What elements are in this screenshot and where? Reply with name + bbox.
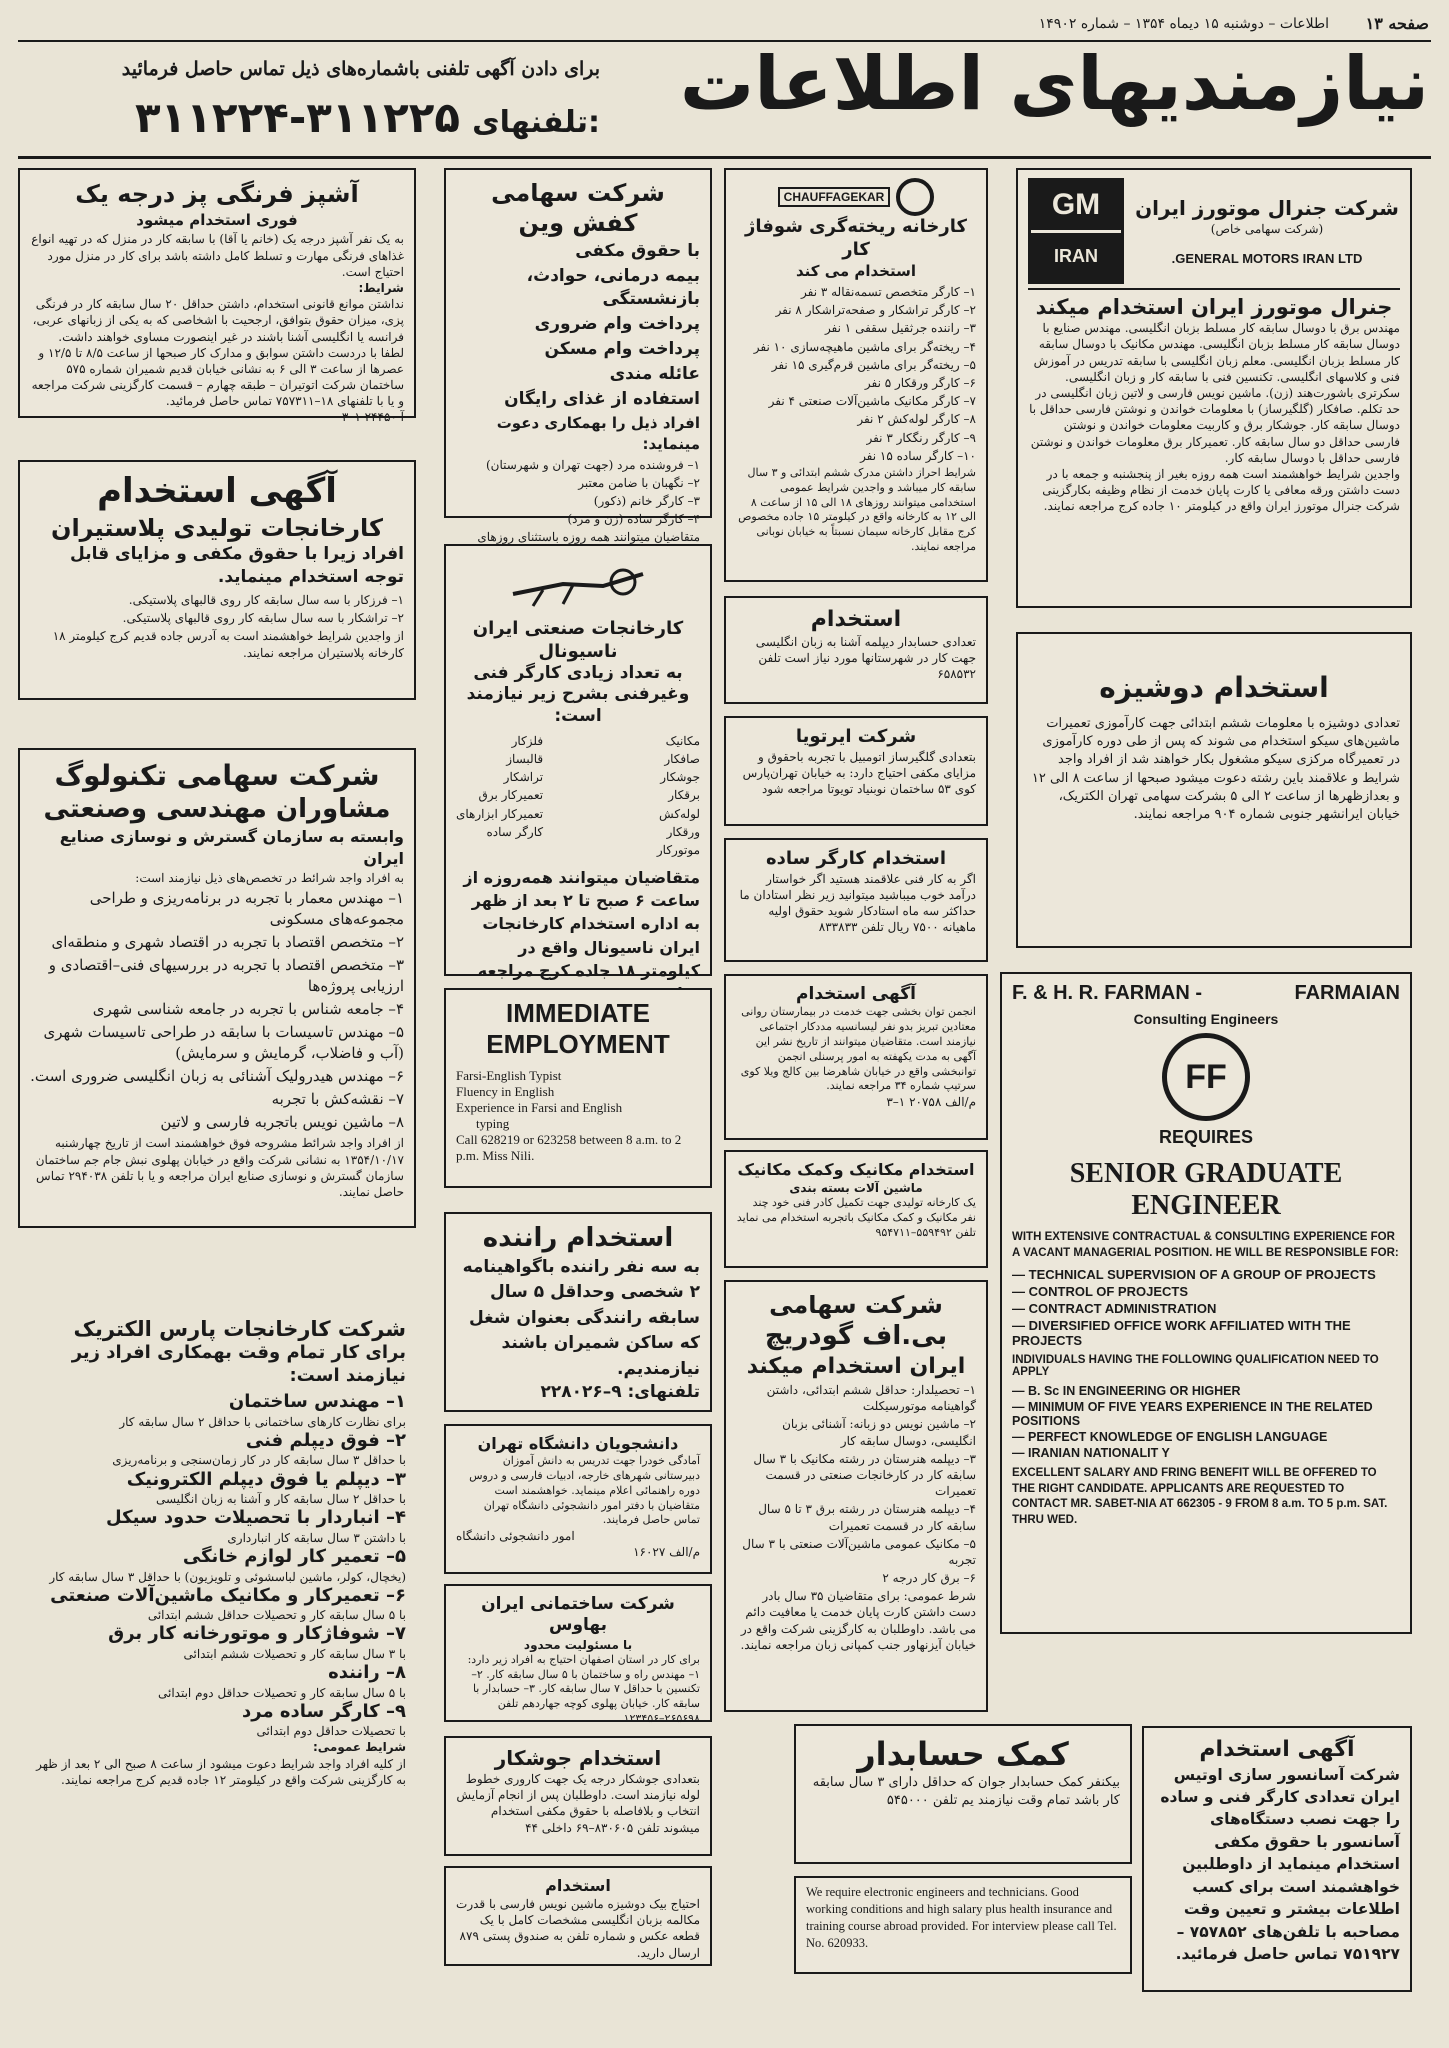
- ad-chauffagekar: [724, 168, 988, 582]
- kafshvin-lead: افراد ذیل را بهمکاری دعوت مینماید:: [496, 413, 700, 453]
- hospital-title: آگهی استخدام: [796, 984, 916, 1004]
- bahavas-body: برای کار در استان اصفهان احتیاج به افراد زیر دارد: ۱– مهندس راه و ساختمان با ۵ سال سابقه کار. ۲– تکنسین با حداقل ۷ سال سابقه کار. ۳– حسابدار با سابقه کار. خیابان پهلوی کوچه جهاردهم تلفن ۲۶۵۶۹۸–۱۲۳۴۵۶: [467, 1652, 700, 1726]
- welder-body: بتعدادی جوشکار درجه یک جهت کاروری خطوط لوله نیازمند است. داوطلبان پس از انجام آزمایش انتخاب و بلافاصله با حقوق مکفی استخدام میشوند تلفن ۸۳۰۶۰۵–۶۹ داخلی ۴۴: [456, 1772, 700, 1835]
- technolog-subtitle: مشاوران مهندسی وصنعتی: [43, 794, 391, 824]
- plastic-item: ۲– تراشکار با سه سال سابقه کار روی قالبهای پلاستیکی.: [122, 611, 404, 626]
- technolog-contact: از افراد واجد شرائط مشروحه فوق خواهشمند است از تاریخ چهارشنبه ۱۳۵۴/۱۰/۱۷ به نشانی شرکت واقع در خیابان پهلوی نبش جام جم ساختمان سازمان گسترش و نوسازی صنایع ایران مراجعه و یا با تلفن ۲۹۴۰۳۸ تماس حاصل نمایند.: [35, 1136, 404, 1200]
- chauffagekar-item: ۱۰– کارگر ساده ۱۵ نفر: [860, 448, 976, 463]
- page-number: صفحه ۱۳: [1365, 14, 1429, 33]
- chef-body: به یک نفر آشپز درجه یک (خانم یا آقا) با سابقه کار در منزل که در تهیه انواع غذاهای فرنگی مهارت و تسلط کامل داشته باشد برای کار در منزل مورد احتیاج است.: [31, 232, 404, 279]
- farman-position-1: SENIOR GRADUATE: [1069, 1158, 1343, 1189]
- university-ref: م/الف ۱۶۰۲۷: [633, 1545, 700, 1560]
- immediate-contact: Call 628219 or 623258 between 8 a.m. to 2 p.m. Miss Nili.: [456, 1132, 682, 1163]
- plow-icon: [456, 554, 700, 618]
- ad-chef: [18, 168, 416, 425]
- accountant-emp-title: استخدام: [810, 607, 902, 632]
- plastic-lead: افراد زیرا با حقوق مکفی و مزایای قابل توجه استخدام مینماید.: [70, 543, 404, 588]
- chauffagekar-logo: [736, 178, 976, 216]
- farman-name-2: FARMAIAN: [1294, 982, 1400, 1004]
- goodrich-item: ۱– تحصیلدار: حداقل ششم ابتدائی، داشتن گواهینامه موتورسیکلت: [766, 1383, 976, 1414]
- toyota-body: بتعدادی گلگیرساز اتومبیل با تجربه باحقوق و مزایای مکفی احتیاج دارد: به خیابان تهران‌پارس کوی ۵۳ ساختمان نوبنیاد تویوتا مراجعه شود: [742, 749, 976, 796]
- chauffagekar-title: کارخانه ریخته‌گری شوفاژ کار: [745, 216, 967, 260]
- gm-rule: [1028, 288, 1400, 290]
- goodrich-item: ۵– مکانیک عمومی ماشین‌آلات صنعتی با ۳ سال تجربه: [742, 1536, 976, 1567]
- plastic-title: آگهی استخدام: [97, 471, 337, 511]
- technolog-items: [30, 888, 404, 1133]
- pars-item-title: ۴– انباردار با تحصیلات حدود سیکل: [106, 1507, 406, 1529]
- pars-item-desc: با ۵ سال سابقه کار و تحصیلات حداقل دوم ابتدائی: [157, 1685, 406, 1700]
- ad-plastic: [18, 460, 416, 700]
- gm-title-fa: شرکت جنرال موتورز ایران: [1135, 195, 1399, 220]
- kafshvin-perk: استفاده از غذای رایگان: [504, 388, 700, 409]
- trade-item: جوشکار: [660, 770, 700, 785]
- chauffagekar-item: ۷– کارگر مکانیک ماشین‌آلات صنعتی ۴ نفر: [768, 394, 976, 409]
- chauffagekar-item: ۸– کارگر لوله‌کش ۲ نفر: [857, 412, 976, 427]
- chauffagekar-subtitle: استخدام می کند: [795, 262, 917, 280]
- kafshvin-perks: [456, 240, 700, 411]
- gm-title-en: GENERAL MOTORS IRAN LTD.: [1171, 251, 1363, 267]
- technolog-item: ۸– ماشین نویس باتجربه فارسی و لاتین: [160, 1113, 404, 1132]
- chef-contact: لطفا با دردست داشتن سوابق و مدارک کار صبحها از ساعت ۸/۵ تا ۱۲/۵ و عصرها از ساعت ۳ الی ۶ به نشانی خیابان قدیم شمیران شماره ۵۷۵ ساختمان شرکت اتوتیران – طبقه چهارم – قسمت کارگزینی شرکت مراجعه و یا با تلفنهای ۱۸–۷۵۷۳۱۱ تماس حاصل فرمائید.: [31, 345, 404, 409]
- ad-hospital: [724, 974, 988, 1140]
- gm-logo-bottom: IRAN: [1054, 246, 1098, 267]
- farman-logo: [1012, 1033, 1400, 1121]
- ad-electronic: [794, 1876, 1132, 1974]
- gm-headline: جنرال موتورز ایران استخدام میکند: [1035, 295, 1393, 319]
- electronic-body: We require electronic engineers and technicians. Good working conditions and high salary plus health insurance and training course abroad provided. For interview please call Tel. No. 620933.: [806, 1885, 1117, 1950]
- driver-body: به سه نفر راننده باگواهینامه ۲ شخصی وحداقل ۵ سال سابقه رانندگی بعنوان شغل که ساکن شمیران باشند نیازمندیم.: [462, 1256, 700, 1379]
- goodrich-items: [736, 1382, 976, 1586]
- technolog-item: ۲– متخصص اقتصاد با تجربه در اقتصاد شهری و منطقه‌ای: [51, 933, 404, 952]
- iran-national-title: کارخانجات صنعتی ایران ناسیونال: [472, 618, 684, 662]
- ad-accountant-assist: [794, 1724, 1132, 1864]
- packaging-body: یک کارخانه تولیدی جهت تکمیل کادر فنی خود چند نفر مکانیک و کمک مکانیک باتجربه استخدام می نماید تلفن ۵۵۹۴۹۲–۹۵۴۷۱۱: [736, 1196, 976, 1239]
- pars-item-title: ۹– کارگر ساده مرد: [242, 1700, 406, 1722]
- plastic-items: [30, 592, 404, 626]
- pars-title: شرکت کارخانجات پارس الکتریک: [73, 1317, 406, 1341]
- pars-item-title: ۱– مهندس ساختمان: [228, 1391, 406, 1413]
- gm-title-fa-sub: (شرکت سهامی خاص): [1210, 221, 1324, 236]
- technolog-item: ۴– جامعه شناس با تجربه در جامعه شناسی شهری: [92, 1000, 404, 1019]
- farman-requires: REQUIRES: [1158, 1127, 1254, 1147]
- ad-simple-worker: [724, 838, 988, 962]
- pars-item-title: ۷– شوفاژکار و موتورخانه کار برق: [108, 1623, 406, 1645]
- welder-title: استخدام جوشکار: [494, 1746, 662, 1770]
- pars-item: [28, 1430, 406, 1469]
- typist-body: احتیاج بیک دوشیزه ماشین نویس فارسی با قدرت مکالمه بزبان انگلیسی مشخصات کامل با یک قطعه عکس و شماره تلفن به صندوق پستی ۸۷۹ ارسال دارید.: [456, 1897, 700, 1960]
- chef-cond-title: شرایط:: [358, 280, 404, 295]
- chef-title: آشپز فرنگی پز درجه یک: [75, 180, 359, 208]
- iran-national-trades: [456, 731, 700, 862]
- phones-number: ۳۱۱۲۲۴-۳۱۱۲۲۵: [135, 93, 461, 142]
- pars-item-desc: (یخچال، کولر، ماشین لباسشوئی و تلویزیون) با حداقل ۳ سال سابقه کار: [49, 1569, 406, 1584]
- pars-item-title: ۶– تعمیرکار و مکانیک ماشین‌آلات صنعتی: [50, 1584, 406, 1606]
- farman-qual-text: PERFECT KNOWLEDGE OF ENGLISH LANGUAGE: [1027, 1430, 1328, 1445]
- ff-logo-icon: [1162, 1033, 1250, 1121]
- elevator-title: آگهی استخدام: [1199, 1737, 1355, 1762]
- university-sign: امور دانشجوئی دانشگاه: [456, 1529, 575, 1544]
- ff-logo-text: FF: [1185, 1057, 1227, 1096]
- farman-duty: — DIVERSIFIED OFFICE WORK AFFILIATED WITH THE PROJECTS: [1012, 1318, 1351, 1349]
- kafshvin-perk: با حقوق مکفی: [575, 241, 700, 261]
- trade-item: مکانیک: [665, 733, 700, 748]
- chauffagekar-logo-text: CHAUFFAGEKAR: [778, 187, 891, 207]
- technolog-item: ۷– نقشه‌کش با تجربه: [271, 1090, 404, 1109]
- pars-item: [28, 1469, 406, 1508]
- technolog-lead2: به افراد واجد شرائط در تخصص‌های ذیل نیازمند است:: [135, 871, 404, 886]
- pars-item: [28, 1585, 406, 1624]
- ad-welder: [444, 1736, 712, 1856]
- pars-item: [28, 1623, 406, 1662]
- goodrich-item: ۳– دیپلمه هنرستان در رشته مکانیک با ۳ سال سابقه کار در کارخانجات صنعتی در قسمت تعمیرات: [753, 1451, 976, 1499]
- pars-cond-title: شرایط عمومی:: [312, 1740, 406, 1755]
- immediate-line: Experience in Farsi and English: [456, 1100, 623, 1115]
- goodrich-item: ۲– ماشین نویس دو زبانه: آشنائی بزبان انگلیسی، دوسال سابقه کار: [782, 1417, 976, 1448]
- immediate-line: Farsi-English Typist: [456, 1068, 562, 1083]
- farman-qual: — B. Sc IN ENGINEERING OR HIGHER: [1012, 1384, 1241, 1399]
- farman-duty: — TECHNICAL SUPERVISION OF A GROUP OF PROJECTS: [1012, 1267, 1376, 1283]
- pars-item-title: ۳– دیپلم یا فوق دیپلم الکترونیک: [126, 1468, 406, 1490]
- ad-iran-national: [444, 544, 712, 980]
- pars-item: [28, 1546, 406, 1585]
- phones-label: تلفنهای:: [472, 105, 600, 140]
- hospital-body: انجمن توان بخشی جهت خدمت در بیمارستان روانی معتادین تبریز بدو نفر لیسانسیه مددکار اجتماعی نیازمند است. متقاضیان میتوانند از تاریخ نشر این آگهی به مدت یکهفته به امور پرسنلی انجمن توانبخشی واقع در خیابان شاهرضا بین کالج ویلا کوی سرتیپ شماره ۳۴ مراجعه نمایند.: [740, 1005, 976, 1093]
- iran-national-contact: متقاضیان میتوانند همه‌روزه از ساعت ۶ صبح تا ۲ بعد از ظهر به اداره استخدام کارخانجات ایران ناسیونال واقع در کیلومتر ۱۸ جاده کرج مراجعه: [463, 868, 700, 980]
- packaging-subtitle: ماشین آلات بسته بندی: [789, 1181, 923, 1195]
- immediate-line: typing: [476, 1116, 510, 1131]
- chauffagekar-item: ۹– کارگر رنگکار ۳ نفر: [866, 430, 976, 445]
- toyota-title: شرکت ایرتویا: [795, 726, 917, 747]
- c-logo-icon: [896, 178, 934, 216]
- farman-duty-text: TECHNICAL SUPERVISION OF A GROUP OF PROJECTS: [1028, 1267, 1376, 1283]
- ad-university: [444, 1424, 712, 1574]
- accountant-assist-body: بیکنفر کمک حسابدار جوان که حداقل دارای ۳ سال سابقه کار باشد تمام وقت نیازمند یم تلفن ۵۴۵۰۰۰: [812, 1775, 1120, 1808]
- ad-toyota: [724, 716, 988, 826]
- immediate-title-2: EMPLOYMENT: [486, 1029, 670, 1059]
- ad-driver: [444, 1212, 712, 1412]
- technolog-title: شرکت سهامی تکنولوگ: [54, 759, 380, 792]
- goodrich-title-3: ایران استخدام میکند: [746, 1353, 966, 1379]
- pars-item: [28, 1701, 406, 1740]
- immediate-title-1: IMMEDIATE: [506, 998, 650, 1028]
- driver-title: استخدام راننده: [482, 1223, 674, 1253]
- goodrich-title-1: شرکت سهامی: [769, 1291, 943, 1319]
- trade-item: لوله‌کش: [659, 806, 700, 821]
- farman-sub: Consulting Engineers: [1133, 1011, 1279, 1027]
- university-body: آمادگی خودرا جهت تدریس به دانش آموزان دبیرستانی شهرهای خارجه، ادبیات فارسی و دروس دوره راهنمائی اعلام مینماید. خواهشمند است متقاضیان با دفتر امور دانشجوئی دانشگاه تهران تماس حاصل فرمایند.: [469, 1454, 700, 1527]
- university-title: دانشجویان دانشگاه تهران: [477, 1434, 679, 1453]
- girl-title: استخدام دوشیزه: [1099, 671, 1329, 704]
- kafshvin-item: ۳– کارگر خانم (ذکور): [593, 493, 700, 508]
- gm-contact: واجدین شرایط خواهشمند است همه روزه بغیر از پنجشنبه و جمعه با در دست داشتن ورقه معافی یا کارت پایان خدمت از نظام وظیفه بکارگزینی شرکت جنرال موتورز ایران واقع در کیلومتر ۱۰ جاده کرج مراجعه نمایند.: [1042, 466, 1400, 514]
- pars-item-desc: با حداقل ۳ سال سابقه کار در کار زمان‌سنجی و برنامه‌ریزی: [112, 1453, 406, 1468]
- pars-item-desc: با داشتن ۳ سال سابقه کار انبارداری: [227, 1530, 406, 1545]
- issue-line: اطلاعات – دوشنبه ۱۵ دیماه ۱۳۵۴ – شماره ۱۴۹۰۲: [1038, 16, 1329, 32]
- trade-item: موتورکار: [656, 842, 700, 857]
- gm-logo-top: GM: [1031, 181, 1121, 233]
- phone-note: برای دادن آگهی تلفنی باشماره‌های ذیل تماس حاصل فرمائید: [121, 58, 600, 80]
- chauffagekar-item: ۲– کارگر تراشکار و صفحه‌تراشکار ۸ نفر: [775, 303, 976, 318]
- trade-item: تعمیرکار برق: [478, 788, 544, 803]
- farman-qual-text: IRANIAN NATIONALIT Y: [1027, 1446, 1170, 1461]
- kafshvin-perk: عائله مندی: [609, 363, 700, 384]
- trade-item: ورقکار: [666, 824, 700, 839]
- ad-kafshvin: [444, 168, 712, 545]
- masthead-rule: [18, 156, 1431, 159]
- kafshvin-item: ۱– فروشنده مرد (جهت تهران و شهرستان): [485, 457, 700, 472]
- trade-item: فلزکار: [511, 733, 544, 748]
- chauffagekar-items: [736, 284, 976, 464]
- pars-item-desc: با ۵ سال سابقه کار و تحصیلات حداقل ششم ابتدائی: [147, 1608, 406, 1623]
- ad-technolog: [18, 748, 416, 1228]
- accountant-assist-title: کمک حسابدار: [857, 1735, 1069, 1773]
- phone-block: [40, 92, 600, 145]
- chauffagekar-contact: شرایط احراز داشتن مدرک ششم ابتدائی و ۳ سال سابقه کار میباشد و واجدین شرایط عمومی استخدامی میتوانند روزهای ۱۸ الی ۱۵ از ساعت ۸ الی ۱۲ به کارخانه واقع در کیلومتر ۱۵ جاده مخصوص کرج مقابل کارخانه سیمان نسبتاً به خیابان نوبانی مراجعه نمایند.: [738, 465, 976, 554]
- pars-item: [28, 1507, 406, 1546]
- farman-position-2: ENGINEER: [1131, 1190, 1281, 1221]
- farman-duty-text: CONTROL OF PROJECTS: [1028, 1284, 1189, 1300]
- iran-national-col-left: [456, 733, 543, 860]
- trade-item: تراشکار: [503, 770, 544, 785]
- ad-farman: [1000, 972, 1412, 1634]
- chauffagekar-item: ۱– کارگر متخصص تسمه‌نقاله ۳ نفر: [801, 285, 976, 299]
- kafshvin-items: [456, 457, 700, 528]
- trade-item: قالبساز: [506, 751, 544, 766]
- goodrich-contact: شرط عمومی: برای متقاضیان ۳۵ سال بادر دست داشتن کارت پایان خدمت یا معافیت دائم می باشد. داوطلبان به کارگزینی شرکت واقع در خیابان آیزنهاور جنب کمپانی زبان مراجعه نمایند.: [740, 1589, 976, 1652]
- farman-intro: WITH EXTENSIVE CONTRACTUAL & CONSULTING EXPERIENCE FOR A VACANT MANAGERIAL POSITION. HE WILL BE RESPONSIBLE FOR:: [1012, 1231, 1399, 1259]
- chauffagekar-item: ۶– کارگر ورقکار ۵ نفر: [864, 375, 976, 390]
- goodrich-title-2: بی.اف گودریچ: [764, 1321, 948, 1351]
- kafshvin-perk: پرداخت وام مسکن: [544, 338, 700, 359]
- technolog-item: ۵– مهندس تاسیسات با سابقه در طراحی تاسیسات شهری (آب و فاضلاب، گرمایش و سرمایش): [43, 1023, 404, 1063]
- plastic-item: ۱– فرزکار با سه سال سابقه کار روی قالبهای پلاستیکی.: [128, 593, 404, 608]
- farman-qual-intro: INDIVIDUALS HAVING THE FOLLOWING QUALIFICATION NEED TO APPLY: [1012, 1354, 1379, 1379]
- farman-duty-text: DIVERSIFIED OFFICE WORK AFFILIATED WITH THE PROJECTS: [1012, 1318, 1351, 1349]
- farman-qual: — MINIMUM OF FIVE YEARS EXPERIENCE IN THE RELATED POSITIONS: [1012, 1400, 1373, 1429]
- ad-packaging: [724, 1150, 988, 1268]
- iran-national-col-right: [657, 733, 700, 860]
- technolog-item: ۳– متخصص اقتصاد با تجربه در بررسیهای فنی–اقتصادی و ارزیابی پروژه‌ها: [48, 956, 404, 996]
- chef-subtitle: فوری استخدام میشود: [136, 211, 298, 230]
- ad-immediate: [444, 988, 712, 1188]
- gm-logo: [1028, 178, 1124, 284]
- simple-worker-body: اگر به کار فنی علاقمند هستید اگر خواستار درآمد خوب میباشید میتوانید زیر نظر استادان ما حداکثر سه ماه استادکار شوید حقوق اولیه ماهیانه ۷۵۰۰ ریال تلفن ۸۳۳۸۳۳: [739, 871, 976, 935]
- girl-body: تعدادی دوشیزه با معلومات ششم ابتدائی جهت کارآموزی تعمیرات ماشین‌های سیکو استخدام می شوند که پس از طی دوره کارآموزی در تعمیرگاه مرکزی سیکو مشغول بکار خواهند شد از افراد واجد شرایط و علاقمند باین رشته دعوت میشود صبحها از ساعت ۸ الی ۱۲ و بعدازظهرها از ساعت ۲ الی ۵ بشرکت سهامی تهران الکتریک، خیابان ایرانشهر جنوبی شماره ۹۰۴ مراجعه نمایند.: [1031, 716, 1400, 822]
- ad-gm: [1016, 168, 1412, 608]
- pars-item-desc: با ۳ سال سابقه کار و تحصیلات ششم ابتدائی: [183, 1646, 406, 1661]
- farman-name-1: F. & H. R. FARMAN -: [1012, 982, 1202, 1004]
- pars-item-title: ۸– راننده: [328, 1662, 406, 1684]
- bahavas-title: شرکت ساختمانی ایران بهاوس: [481, 1594, 675, 1636]
- simple-worker-title: استخدام کارگر ساده: [765, 848, 947, 869]
- trade-item: کارگر ساده: [486, 824, 544, 839]
- farman-duty: — CONTROL OF PROJECTS: [1012, 1284, 1189, 1300]
- farman-qual-text: B. Sc IN ENGINEERING OR HIGHER: [1027, 1384, 1241, 1399]
- pars-item-desc: با تحصیلات حداقل دوم ابتدائی: [256, 1724, 406, 1739]
- driver-phones: تلفنهای: ۹–۲۲۸۰۲۶: [540, 1382, 700, 1402]
- chef-ref: آ ۲۴۴۵۰ ۱–۳: [341, 410, 404, 425]
- ad-accountant-emp: [724, 596, 988, 704]
- accountant-emp-body: تعدادی حسابدار دیپلمه آشنا به زبان انگلیسی جهت کار در شهرستانها مورد نیاز است تلفن ۶۵۸۵۳۲: [755, 634, 976, 681]
- kafshvin-title: شرکت سهامی کفش وین: [491, 179, 665, 237]
- ad-goodrich: [724, 1280, 988, 1712]
- immediate-line: Fluency in English: [456, 1084, 555, 1099]
- pars-item-title: ۲– فوق دیپلم فنی: [245, 1429, 406, 1451]
- plastic-subtitle: کارخانجات تولیدی پلاستیران: [50, 513, 384, 542]
- farman-qual: — PERFECT KNOWLEDGE OF ENGLISH LANGUAGE: [1012, 1430, 1328, 1445]
- gm-logo-row: [1028, 178, 1400, 284]
- ad-pars-electric: [18, 1310, 416, 1950]
- pars-lead: برای کار تمام وقت بهمکاری افراد زیر نیازمند است:: [71, 1342, 406, 1386]
- chauffagekar-item: ۴– ریخته‌گر برای ماشین ماهیچه‌سازی ۱۰ نفر: [753, 339, 976, 354]
- packaging-title: استخدام مکانیک وکمک مکانیک: [737, 1160, 975, 1179]
- pars-item-desc: برای نظارت کارهای ساختمانی با حداقل ۲ سال سابقه کار: [119, 1414, 406, 1429]
- elevator-body: شرکت آسانسور سازی اوتیس ایران تعدادی کارگر فنی و ساده را جهت نصب دستگاه‌های آسانسور با حقوق مکفی استخدام مینماید از داوطلبین خواهشمند است برای کسب اطلاعات بیشتر و تعیین وقت مصاحبه با تلفن‌های ۷۵۷۸۵۲ – ۷۵۱۹۲۷ تماس حاصل فرمائید.: [1160, 1765, 1400, 1964]
- ad-girl: [1016, 632, 1412, 948]
- pars-item-desc: با حداقل ۲ سال سابقه کار و آشنا به زبان انگلیسی: [155, 1492, 406, 1507]
- chauffagekar-item: ۳– راننده جرثقیل سقفی ۱ نفر: [824, 321, 976, 336]
- farman-qual-text: MINIMUM OF FIVE YEARS EXPERIENCE IN THE RELATED POSITIONS: [1012, 1400, 1373, 1429]
- ad-typist: [444, 1866, 712, 1966]
- goodrich-item: ۴– دیپلمه هنرستان در رشته برق ۳ تا ۵ سال سابقه کار در قسمت تعمیرات: [758, 1502, 976, 1533]
- pars-item: [28, 1391, 406, 1430]
- masthead: نیازمندیهای اطلاعات: [679, 41, 1429, 127]
- farman-duty-text: CONTRACT ADMINISTRATION: [1028, 1301, 1217, 1317]
- trade-item: صافکار: [664, 751, 700, 766]
- chef-cond: نداشتن موانع قانونی استخدام، داشتن حداقل ۲۰ سال سابقه کار در فرنگی پزی، میزان حقوق بتوافق، ارجحیت با اشخاصی که به یکی از زبانهای عربی، فرانسه یا انگلیسی آشنا باشند در غیر اینصورت مساوی خواهند داشت.: [32, 297, 404, 344]
- technolog-item: ۱– مهندس معمار با تجربه در برنامه‌ریزی و طراحی مجموعه‌های مسکونی: [89, 889, 404, 929]
- plastic-contact: از واجدین شرایط خواهشمند است به آدرس جاده قدیم کرج کیلومتر ۱۸ کارخانه پلاستیران مراجعه نمایند.: [52, 629, 404, 660]
- farman-closing: EXCELLENT SALARY AND FRING BENEFIT WILL BE OFFERED TO THE RIGHT CANDIDATE. APPLICANTS ARE REQUESTED TO CONTACT MR. SABET-NIA AT 662305 - 9 FROM 8 a.m. TO 5 p.m. SAT. THRU WED.: [1012, 1467, 1388, 1526]
- farman-quals: [1012, 1384, 1400, 1460]
- chauffagekar-item: ۵– ریخته‌گر برای ماشین قرم‌گیری ۱۵ نفر: [771, 357, 976, 372]
- farman-name-row: [1012, 982, 1400, 1005]
- kafshvin-item: ۴– کارگر ساده (زن و مرد): [567, 512, 700, 527]
- hospital-ref: م/الف ۲۰۷۵۸ ۱–۳: [886, 1095, 976, 1110]
- kafshvin-item: ۲– نگهبان با ضامن معتبر: [578, 475, 700, 490]
- ad-bahavas: [444, 1584, 712, 1726]
- kafshvin-perk: پرداخت وام ضروری: [534, 313, 700, 334]
- bahavas-subtitle: با مسئولیت محدود: [523, 1637, 633, 1652]
- trade-item: برقکار: [668, 788, 700, 803]
- gm-body: مهندس برق با دوسال سابقه کار مسلط بزبان انگلیسی. مهندس صنایع با دوسال سابقه کار مسلط بزبان انگلیسی. مهندس مکانیک با دوسال سابقه کار مسلط بزبان انگلیسی. معلم زبان انگلیسی با سابقه تدریس در آموزش فنی و کلاسهای انگلیسی. تکنسین فنی با سابقه کار و زبان انگلیسی. سکرتری باشورت‌هند (زن). ماشین نویس فارسی و لاتین زبان انگلیسی در حد تکلم. صافکار (گلگیرساز) با معلومات خواندن و نوشتن فارسی حداقل با دوسال سابقه کار. جوشکار برق و کاربیت معلومات خواندن و نوشتن فارسی حداقل دو سال سابقه کار. تعمیرکار برق معلومات خواندن و نوشتن فارسی حداقل با دوسال سابقه کار.: [1029, 321, 1400, 465]
- typist-title: استخدام: [545, 1876, 611, 1895]
- farman-duty: — CONTRACT ADMINISTRATION: [1012, 1301, 1217, 1317]
- pars-item-title: ۵– تعمیر کار لوازم خانگی: [182, 1546, 406, 1567]
- pars-contact: از کلیه افراد واجد شرایط دعوت میشود از ساعت ۸ صبح الی ۲ بعد از ظهر به کارگزینی شرکت واقع در کیلومتر ۱۲ جاده قدیم کرج مراجعه نمایند.: [36, 1756, 406, 1787]
- goodrich-item: ۶– برق کار درجه ۲: [882, 1571, 976, 1586]
- farman-duties: [1012, 1267, 1400, 1348]
- ad-elevator: [1142, 1726, 1412, 1992]
- technolog-lead: وابسته به سازمان گسترش و نوسازی صنایع ایران: [59, 826, 404, 868]
- gm-title-block: [1134, 196, 1400, 266]
- technolog-item: ۶– مهندس هیدرولیک آشنائی به زبان انگلیسی ضروری است.: [30, 1067, 404, 1086]
- iran-national-lead: به تعداد زیادی کارگر فنی وغیرفنی بشرح زیر نیازمند است:: [466, 663, 690, 726]
- kafshvin-perk: بیمه درمانی، حوادث، بازنشستگی: [526, 265, 700, 309]
- kafshvin-contact: متقاضیان میتوانند همه روزه باستثنای روزهای: [477, 530, 700, 545]
- pars-item: [28, 1662, 406, 1701]
- trade-item: تعمیرکار ابزارهای: [456, 806, 544, 821]
- farman-qual: — IRANIAN NATIONALIT Y: [1012, 1446, 1170, 1461]
